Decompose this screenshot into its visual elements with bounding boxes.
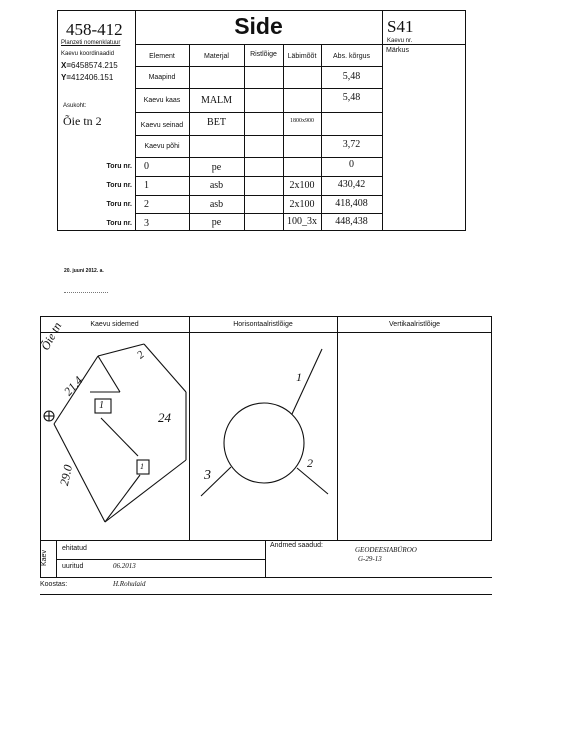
pipe-number: 0 (144, 161, 149, 172)
pipe-diameter: 2x100 (289, 180, 315, 191)
location-label: Asukoht: (63, 103, 87, 109)
location-value: Õie tn 2 (63, 114, 102, 128)
sketch-label: 1 (140, 462, 144, 471)
cross-label: 1 (296, 370, 302, 384)
col-vertical-section: Vertikaalristlõige (389, 321, 440, 328)
data-source-label: Andmed saadud: (270, 542, 323, 549)
row-element: Kaevu põhi (144, 143, 180, 150)
col-material: Materjal (204, 53, 229, 60)
pipe-label: Toru nr. (106, 220, 132, 227)
col-well-connections: Kaevu sidemed (90, 321, 139, 328)
row-material: MALM (200, 95, 233, 106)
pipe-material: asb (209, 180, 224, 191)
pipe-label: Toru nr. (106, 163, 132, 170)
col-cross-section: Ristlõige (250, 51, 277, 58)
sketch-label: 29.0 (57, 463, 76, 487)
data-source-code: G-29-13 (358, 555, 382, 563)
sketch-label: 1 (99, 400, 104, 411)
row-elevation: 3,72 (342, 139, 361, 150)
plan-label: Planzeti nomenklatuur (61, 40, 121, 46)
data-source-value: GEODEESIABÜROO (355, 546, 417, 554)
row-element: Kaevu seinad (140, 122, 184, 129)
row-cross-section: 1800x900 (290, 118, 314, 124)
pipe-label: Toru nr. (106, 182, 132, 189)
well-number-label: Kaevu nr. (387, 38, 413, 44)
pipe-material: asb (209, 199, 224, 210)
row-elevation: 5,48 (342, 71, 361, 82)
pipe-number: 1 (144, 180, 149, 191)
row-elevation: 5,48 (342, 92, 361, 103)
well-number: S41 (387, 17, 414, 36)
row-element: Maapind (148, 74, 176, 81)
sketch-label: 24 (158, 410, 171, 425)
col-horizontal-section: Horisontaalristlõige (233, 321, 293, 328)
pipe-material: pe (211, 217, 222, 228)
connections-sketch (40, 332, 189, 541)
notes-label: Märkus (386, 47, 409, 54)
pipe-number: 3 (144, 218, 149, 229)
pipe-elevation: 448,438 (335, 216, 368, 227)
surveyed-value: 06.2013 (113, 562, 136, 570)
coord-y: Y=412406.151 (61, 73, 114, 82)
horizontal-section-drawing (189, 332, 337, 541)
pipe-elevation: 0 (349, 159, 354, 170)
plan-id: 458-412 (66, 20, 123, 39)
cross-label: 3 (204, 468, 211, 483)
built-label: ehitatud (62, 545, 87, 552)
cross-label: 2 (307, 456, 313, 470)
pipe-diameter: 2x100 (289, 199, 315, 210)
surveyed-label: uuritud (62, 563, 84, 570)
pipe-number: 2 (144, 199, 149, 210)
pipe-label: Toru nr. (106, 201, 132, 208)
author-label: Koostas: (40, 581, 68, 588)
pipe-material: pe (211, 162, 222, 173)
pipe-elevation: 418,408 (335, 198, 368, 209)
row-element: Kaevu kaas (143, 97, 181, 104)
col-element: Element (149, 53, 175, 60)
footer-side-label: Kaev (41, 550, 48, 566)
pipe-diameter: 100_3x (287, 216, 317, 227)
sketch-label: 2 (134, 348, 147, 362)
col-diameter: Läbimõõt (287, 53, 317, 60)
col-elevation: Abs. kõrgus (333, 53, 370, 60)
pipe-elevation: 430,42 (337, 179, 366, 190)
sketch-label: Õie tn (38, 319, 65, 353)
author-value: H.Rohulaid (113, 580, 146, 588)
coord-x: X=6458574.215 (61, 61, 118, 70)
page-title: Side (234, 13, 283, 39)
date-stamp: 20. juuni 2012. a. (64, 268, 104, 274)
row-material: BET (207, 117, 226, 128)
coords-label: Kaevu koordinaadid (61, 51, 115, 57)
sketch-label: 21.4 (61, 373, 86, 399)
